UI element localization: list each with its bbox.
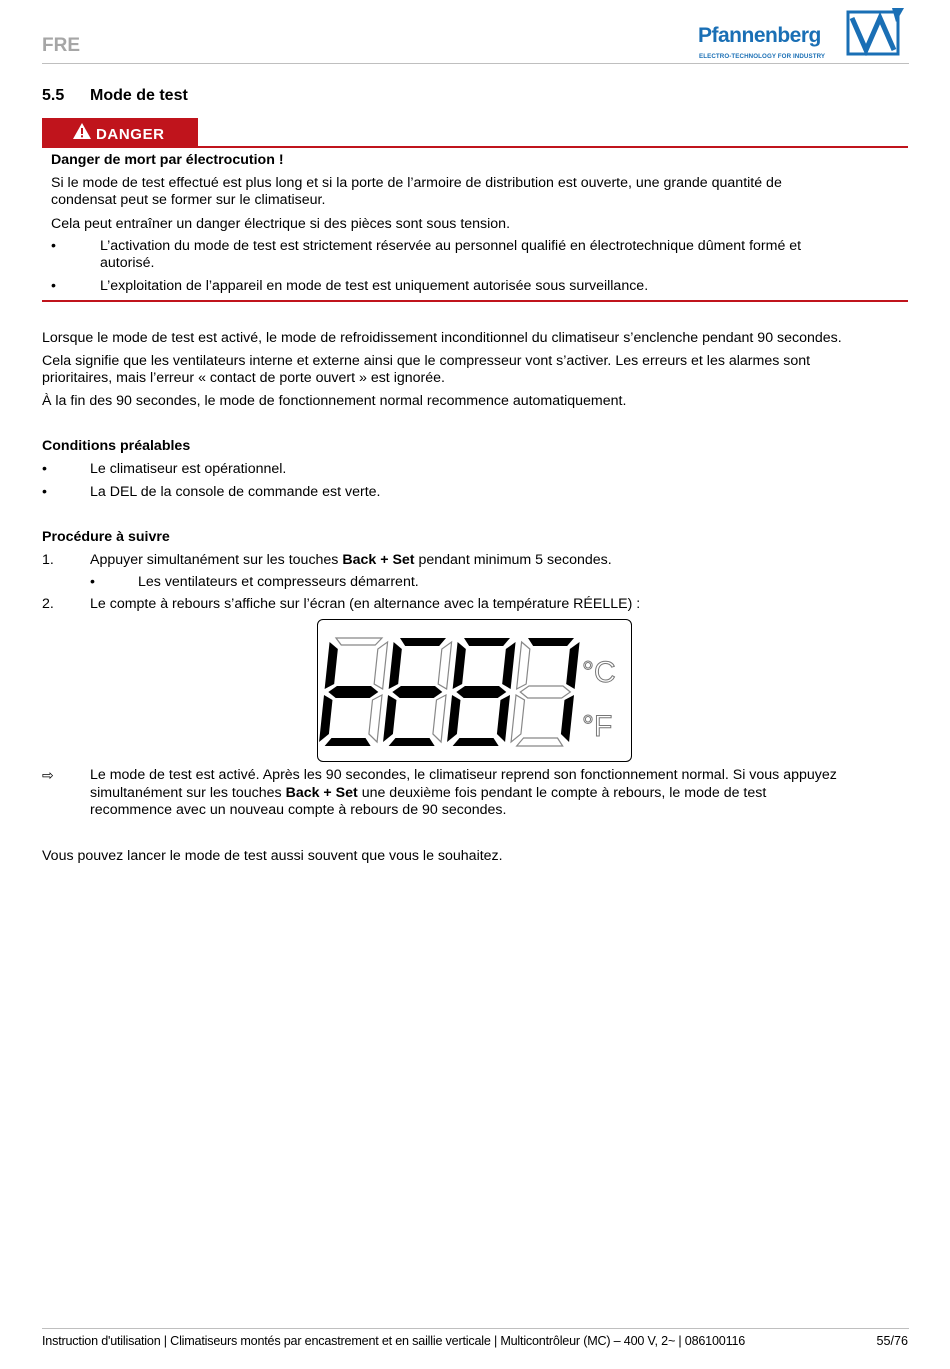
body-paragraph: À la fin des 90 secondes, le mode de fonctionnement normal recommence automatiquement. xyxy=(42,393,627,409)
body-paragraph: prioritaires, mais l’erreur « contact de porte ouvert » est ignorée. xyxy=(42,370,445,386)
danger-label-tab xyxy=(42,118,198,146)
result-text-post: une deuxième fois pendant le compte à rebours, le mode de test xyxy=(357,785,767,801)
conditions-heading: Conditions préalables xyxy=(42,438,191,454)
unit-celsius-label: °C xyxy=(582,656,616,689)
warning-triangle-icon xyxy=(72,122,92,140)
lcd-digit xyxy=(383,638,452,746)
danger-text-line: Cela peut entraîner un danger électrique si des pièces sont sous tension. xyxy=(51,216,511,232)
seven-segment-readout xyxy=(318,620,630,760)
bullet-icon: • xyxy=(51,278,56,294)
danger-text-line: condensat peut se former sur le climatiseur. xyxy=(51,192,326,208)
step-text xyxy=(90,552,612,570)
lcd-digit xyxy=(447,638,516,746)
key-combination: Back + Set xyxy=(342,552,415,568)
lcd-digit xyxy=(511,638,580,746)
danger-label: DANGER xyxy=(96,126,165,143)
header-divider xyxy=(42,63,909,64)
controller-lcd-display xyxy=(317,619,632,762)
result-text: recommence avec un nouveau compte à rebours de 90 secondes. xyxy=(90,802,507,818)
danger-text-line: Si le mode de test effectué est plus long et si la porte de l’armoire de distribution est ouverte, une grande quantité de xyxy=(51,175,782,191)
step-text-post: pendant minimum 5 secondes. xyxy=(414,552,612,568)
unit-fahrenheit-label: °F xyxy=(582,710,613,743)
section-number: 5.5 xyxy=(42,87,65,104)
section-heading: Mode de test xyxy=(90,87,188,104)
result-text: Le mode de test est activé. Après les 90 secondes, le climatiseur reprend son fonctionnement normal. Si vous appuyez xyxy=(90,767,837,783)
document-language: FRE xyxy=(42,35,80,56)
danger-bullet-text: L’exploitation de l’appareil en mode de test est uniquement autorisée sous surveillance. xyxy=(100,278,649,294)
result-text-pre: simultanément sur les touches xyxy=(90,785,286,801)
footer-document-info: Instruction d'utilisation | Climatiseurs montés par encastrement et en saillie verticale | Multicontrôleur (MC) – 400 V, 2~ | 086100116 xyxy=(42,1334,746,1348)
logo-wordmark: Pfannenberg xyxy=(698,24,821,47)
list-item: Le climatiseur est opérationnel. xyxy=(90,461,287,477)
step-number: 1. xyxy=(42,552,54,568)
lcd-digit xyxy=(319,638,388,746)
pfannenberg-logo xyxy=(698,8,908,58)
step-text-pre: Appuyer simultanément sur les touches xyxy=(90,552,343,568)
danger-top-rule xyxy=(42,146,908,148)
closing-paragraph: Vous pouvez lancer le mode de test aussi souvent que vous le souhaitez. xyxy=(42,848,503,864)
danger-bullet-text: L’activation du mode de test est strictement réservée au personnel qualifié en électrotechnique dûment formé et xyxy=(100,238,802,254)
bullet-icon: • xyxy=(42,484,47,500)
logo-symbol-icon xyxy=(846,8,906,56)
danger-bottom-rule xyxy=(42,300,908,302)
procedure-heading: Procédure à suivre xyxy=(42,529,170,545)
logo-tagline: ELECTRO-TECHNOLOGY FOR INDUSTRY xyxy=(699,53,826,60)
body-paragraph: Lorsque le mode de test est activé, le mode de refroidissement inconditionnel du climatiseur s’enclenche pendant 90 secondes. xyxy=(42,330,842,346)
bullet-icon: • xyxy=(90,574,95,590)
body-paragraph: Cela signifie que les ventilateurs interne et externe ainsi que le compresseur vont s’activer. Les erreurs et les alarmes sont xyxy=(42,353,811,369)
footer-divider xyxy=(42,1328,909,1329)
danger-bullet-text: autorisé. xyxy=(100,255,155,271)
step-number: 2. xyxy=(42,596,54,612)
step-text: Le compte à rebours s’affiche sur l’écran (en alternance avec la température RÉELLE) : xyxy=(90,596,641,612)
step-subitem: Les ventilateurs et compresseurs démarrent. xyxy=(138,574,419,590)
page-number: 55/76 xyxy=(876,1334,908,1348)
section-title xyxy=(42,87,188,105)
bullet-icon: • xyxy=(42,461,47,477)
danger-heading: Danger de mort par électrocution ! xyxy=(51,152,284,168)
key-combination: Back + Set xyxy=(285,785,358,801)
result-text xyxy=(90,785,766,803)
bullet-icon: • xyxy=(51,238,56,254)
list-item: La DEL de la console de commande est verte. xyxy=(90,484,381,500)
result-arrow-icon: ⇨ xyxy=(42,767,54,783)
